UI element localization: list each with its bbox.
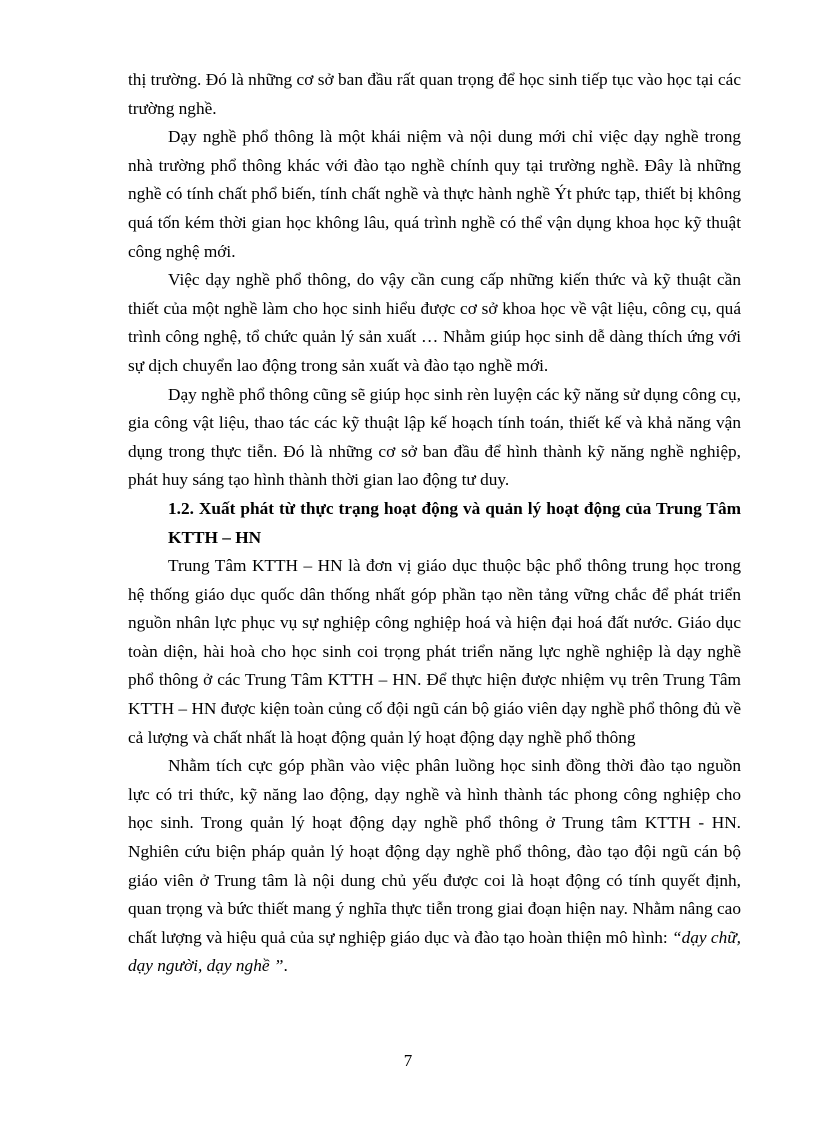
paragraph-5: Trung Tâm KTTH – HN là đơn vị giáo dục thuộc bậc phổ thông trung học trong hệ thống giáo dục quốc dân thống nhất góp phần tạo nền tảng vững chắc để phát triển nguồn nhân lực phục vụ sự nghiệp công nghiệp hoá và hiện đại hoá đất nước. Giáo dục toàn diện, hài hoà cho học sinh coi trọng phát triển năng lực nghề nghiệp là dạy nghề phổ thông ở các Trung Tâm KTTH – HN. Để thực hiện được nhiệm vụ trên Trung Tâm KTTH – HN được kiện toàn củng cố đội ngũ cán bộ giáo viên dạy nghề phổ thông đủ về cả lượng và chất nhất là hoạt động quản lý hoạt động dạy nghề phổ thông bbox=[128, 556, 741, 747]
paragraph-6-quote: “dạy chữ, dạy người, dạy nghề ” bbox=[128, 927, 741, 976]
paragraph-1: thị trường. Đó là những cơ sở ban đầu rất quan trọng để học sinh tiếp tục vào học tại các trường nghề. bbox=[128, 70, 741, 118]
body-text bbox=[128, 66, 741, 981]
paragraph-6 bbox=[128, 752, 741, 981]
page-number: 7 bbox=[403, 1051, 413, 1070]
paragraph-3: Việc dạy nghề phổ thông, do vậy cần cung cấp những kiến thức và kỹ thuật cần thiết của một nghề làm cho học sinh hiểu được cơ sở khoa học về vật liệu, công cụ, quá trình công nghệ, tổ chức quản lý sản xuất … Nhằm giúp học sinh dễ dàng thích ứng với sự dịch chuyển lao động trong sản xuất và đào tạo nghề mới. bbox=[128, 270, 741, 375]
paragraph-6-end: . bbox=[283, 956, 288, 976]
paragraph-6-text: Nhằm tích cực góp phần vào việc phân luồng học sinh đồng thời đào tạo nguồn lực có tri thức, kỹ năng lao động, dạy nghề và hình thành tác phong công nghiệp cho học sinh. Trong quản lý hoạt động dạy nghề phổ thông ở Trung tâm KTTH - HN. Nghiên cứu biện pháp quản lý hoạt động dạy nghề phổ thông, đào tạo đội ngũ cán bộ giáo viên ở Trung tâm là nội dung chủ yếu được coi là hoạt động có tính quyết định, quan trọng và bức thiết mang ý nghĩa thực tiễn trong giai đoạn hiện nay. Nhằm nâng cao chất lượng và hiệu quả của sự nghiệp giáo dục và đào tạo hoàn thiện mô hình: bbox=[128, 756, 741, 947]
paragraph-4: Dạy nghề phổ thông cũng sẽ giúp học sinh rèn luyện các kỹ năng sử dụng công cụ, gia công vật liệu, thao tác các kỹ thuật lập kế hoạch tính toán, thiết kế và khả năng vận dụng trong thực tiễn. Đó là những cơ sở ban đầu để hình thành kỹ năng nghề nghiệp, phát huy sáng tạo hình thành thời gian lao động tư duy. bbox=[128, 384, 741, 490]
section-heading: 1.2. Xuất phát từ thực trạng hoạt động và quản lý hoạt động của Trung Tâm KTTH – HN bbox=[168, 498, 741, 547]
paragraph-2: Dạy nghề phổ thông là một khái niệm và nội dung mới chỉ việc dạy nghề trong nhà trường phổ thông khác với đào tạo nghề chính quy tại trường nghề. Đây là những nghề có tính chất phổ biến, tính chất nghề và thực hành nghề Ýt phức tạp, thiết bị không quá tốn kém thời gian học không lâu, quá trình nghề có thể vận dụng khoa học kỹ thuật công nghệ mới. bbox=[128, 127, 741, 261]
